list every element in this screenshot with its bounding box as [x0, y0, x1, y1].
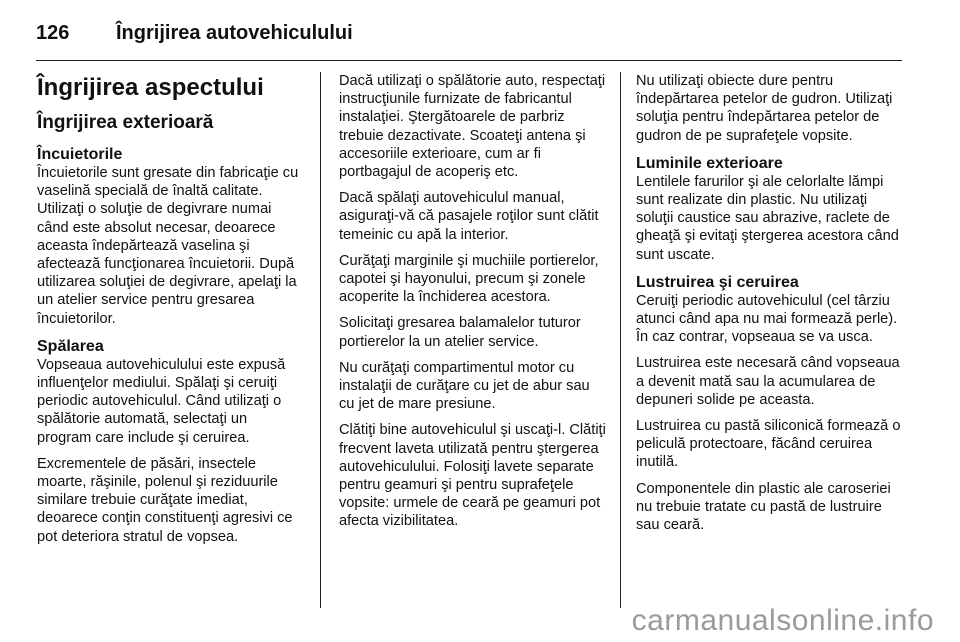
col2-paragraph-2: Dacă spălaţi autovehiculul manual, asiguraţi-vă că pasajele roţilor sunt clătit temeinic cu apă la interior. [339, 190, 599, 243]
column-2 [339, 72, 609, 539]
washing-section [37, 338, 305, 546]
polish-heading: Lustruirea şi ceruirea [636, 273, 799, 291]
page-number: 126 [36, 21, 70, 44]
polish-paragraph-4: Componentele din plastic ale caroseriei nu trebuie tratate cu pastă de lustruire sau ceară. [636, 480, 891, 534]
polish-section [636, 274, 904, 534]
subsection-title: Îngrijirea exterioară [37, 112, 214, 133]
column-1 [37, 72, 305, 556]
column-divider-1 [320, 72, 321, 608]
polish-paragraph-2: Lustruirea este necesară când vopseaua a devenit mată sau la acumularea de depuneri solide pe aceasta. [636, 355, 900, 408]
section-title: Îngrijirea aspectului [37, 74, 264, 101]
washing-paragraph-1: Vopseaua autovehiculului este expusă influenţelor mediului. Spălaţi şi ceruiţi periodic autovehiculul. Când utilizaţi o spălătorie automată, selectaţi un program care include şi ceruirea. [37, 356, 286, 446]
polish-paragraph-3: Lustruirea cu pastă siliconică formează o peliculă protectoare, făcând ceruirea inutilă. [636, 418, 901, 471]
lights-heading: Luminile exterioare [636, 154, 783, 172]
polish-paragraph-1: Ceruiţi periodic autovehiculul (cel târziu atunci când apa nu mai formează perle). În caz contrar, vopseaua se va usca. [636, 292, 898, 346]
page-header [36, 18, 353, 48]
lights-paragraph: Lentilele farurilor şi ale celorlalte lămpi sunt realizate din plastic. Nu utilizaţi soluţii caustice sau abrazive, raclete de gheaţă şi evitaţi ştergerea acestora când sunt uscate. [636, 173, 899, 263]
col2-paragraph-6: Clătiţi bine autovehiculul şi uscaţi-l. Clătiţi frecvent laveta utilizată pentru ştergerea autovehiculului. Folosiţi lavete separate pentru geamuri şi pentru suprafeţele vopsite: urmele de ceară pe geamuri pot afecta vizibilitatea. [339, 422, 606, 530]
locks-paragraph: Încuietorile sunt gresate din fabricaţie cu vaselină specială de înaltă calitate. Utilizaţi o soluţie de degivrare numai când este absolut necesar, deoarece aceasta îndepărtează vaselina şi afectează funcţionarea încuietorii. După utilizarea soluţiei de degivrare, apelaţi la un atelier service pentru gresarea încuietorilor. [37, 165, 299, 327]
col2-paragraph-4: Solicitaţi gresarea balamalelor tuturor portierelor la un atelier service. [339, 315, 581, 350]
col2-paragraph-1: Dacă utilizaţi o spălătorie auto, respectaţi instrucţiunile furnizate de fabricantul instalaţiei. Ştergătoarele de parbriz trebuie dezactivate. Scoateţi antena şi accesoriile exterioare, cum ar fi portbagajul de acoperiş etc. [339, 73, 606, 181]
watermark: carmanualsonline.info [631, 604, 934, 637]
column-divider-2 [620, 72, 621, 608]
locks-section [37, 146, 305, 328]
col2-paragraph-3: Curăţaţi marginile şi muchiile portierelor, capotei şi hayonului, precum şi zonele acoperite la închiderea acestora. [339, 252, 599, 306]
washing-heading: Spălarea [37, 337, 104, 355]
locks-heading: Încuietorile [37, 146, 123, 163]
washing-paragraph-2: Excrementele de păsări, insectele moarte, răşinile, polenul şi reziduurile similare trebuie curăţate imediat, deoarece conţin constituenţi agresivi ce pot deteriora stratul de vopsea. [37, 455, 293, 545]
col2-paragraph-5: Nu curăţaţi compartimentul motor cu instalaţii de curăţare cu jet de abur sau cu jet de mare presiune. [339, 359, 590, 413]
header-divider [36, 60, 902, 61]
lights-section [636, 155, 904, 264]
running-title: Îngrijirea autovehiculului [116, 21, 353, 44]
tar-paragraph: Nu utilizaţi obiecte dure pentru îndepărtarea petelor de gudron. Utilizaţi soluţia pentru îndepărtarea petelor de gudron de pe suprafeţele vopsite. [636, 73, 893, 144]
column-3 [636, 72, 904, 544]
